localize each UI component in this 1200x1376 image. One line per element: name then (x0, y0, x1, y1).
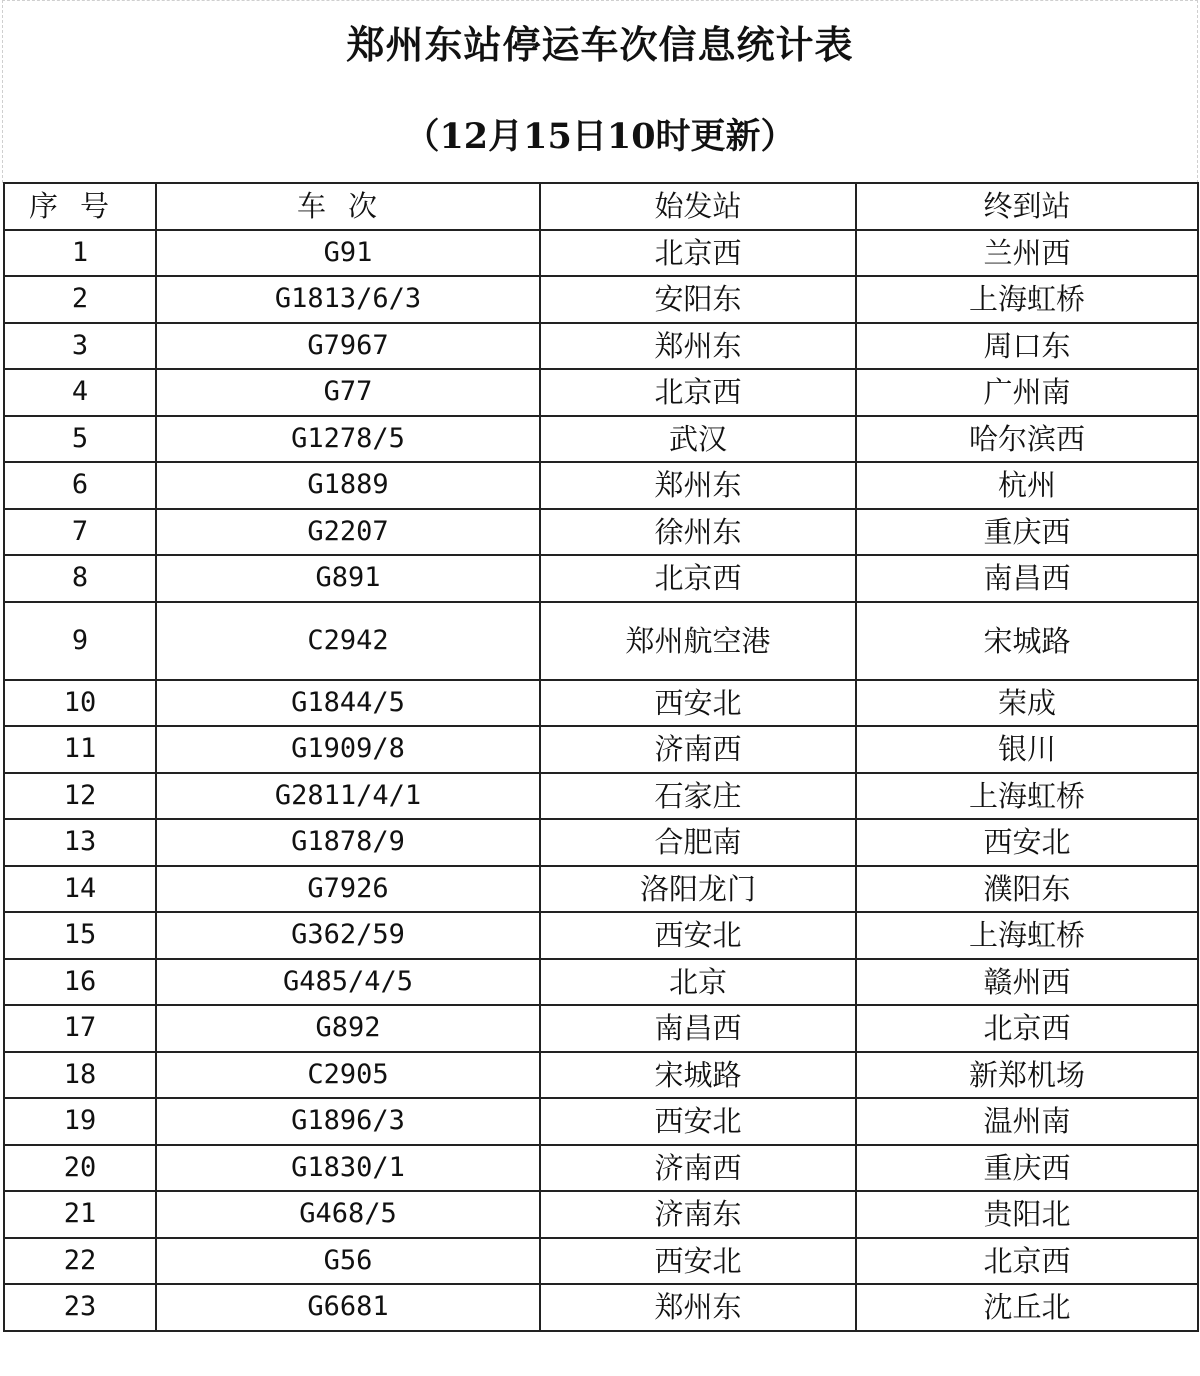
train-number-cell: G891 (156, 555, 540, 602)
page-title: 郑州东站停运车次信息统计表 (346, 22, 854, 67)
origin-station-cell: 洛阳龙门 (540, 866, 856, 913)
table-row (4, 602, 1198, 680)
destination-station-cell: 杭州 (856, 462, 1198, 509)
train-number-cell: G1878/9 (156, 819, 540, 866)
origin-station-cell: 郑州航空港 (540, 602, 856, 680)
origin-station-cell: 武汉 (540, 416, 856, 463)
seq-cell: 11 (4, 726, 156, 773)
table-row (4, 1052, 1198, 1099)
seq-cell: 7 (4, 509, 156, 556)
seq-cell: 23 (4, 1284, 156, 1331)
destination-station-cell: 新郑机场 (856, 1052, 1198, 1099)
origin-station-cell: 宋城路 (540, 1052, 856, 1099)
origin-station-cell: 郑州东 (540, 323, 856, 370)
destination-station-cell: 赣州西 (856, 959, 1198, 1006)
seq-cell: 9 (4, 602, 156, 680)
table-header-row (4, 183, 1198, 230)
train-number-cell: G2811/4/1 (156, 773, 540, 820)
destination-station-cell: 宋城路 (856, 602, 1198, 680)
seq-cell: 19 (4, 1098, 156, 1145)
table-row (4, 680, 1198, 727)
seq-cell: 18 (4, 1052, 156, 1099)
seq-cell: 6 (4, 462, 156, 509)
train-number-cell: G91 (156, 230, 540, 277)
origin-station-cell: 石家庄 (540, 773, 856, 820)
document-header (2, 0, 1198, 183)
train-number-cell: G1896/3 (156, 1098, 540, 1145)
table-row (4, 773, 1198, 820)
destination-station-cell: 广州南 (856, 369, 1198, 416)
origin-station-cell: 西安北 (540, 680, 856, 727)
origin-station-cell: 济南西 (540, 1145, 856, 1192)
destination-station-cell: 哈尔滨西 (856, 416, 1198, 463)
destination-station-cell: 周口东 (856, 323, 1198, 370)
table-row (4, 276, 1198, 323)
destination-station-cell: 北京西 (856, 1005, 1198, 1052)
table-row (4, 555, 1198, 602)
table-row (4, 1284, 1198, 1331)
seq-cell: 4 (4, 369, 156, 416)
origin-station-cell: 北京西 (540, 555, 856, 602)
origin-station-cell: 西安北 (540, 1098, 856, 1145)
train-number-cell: C2905 (156, 1052, 540, 1099)
train-number-cell: G77 (156, 369, 540, 416)
destination-station-cell: 重庆西 (856, 1145, 1198, 1192)
destination-station-cell: 上海虹桥 (856, 773, 1198, 820)
table-row (4, 230, 1198, 277)
seq-cell: 10 (4, 680, 156, 727)
train-number-cell: G7967 (156, 323, 540, 370)
origin-station-cell: 郑州东 (540, 462, 856, 509)
table-row (4, 1005, 1198, 1052)
destination-station-cell: 荣成 (856, 680, 1198, 727)
table-row (4, 369, 1198, 416)
seq-cell: 13 (4, 819, 156, 866)
train-number-cell: G468/5 (156, 1191, 540, 1238)
destination-station-cell: 上海虹桥 (856, 276, 1198, 323)
train-number-cell: G7926 (156, 866, 540, 913)
destination-station-cell: 银川 (856, 726, 1198, 773)
origin-station-cell: 济南西 (540, 726, 856, 773)
train-number-cell: G56 (156, 1238, 540, 1285)
seq-cell: 12 (4, 773, 156, 820)
train-number-cell: G1813/6/3 (156, 276, 540, 323)
table-row (4, 866, 1198, 913)
column-header-origin: 始发站 (540, 183, 856, 230)
origin-station-cell: 合肥南 (540, 819, 856, 866)
origin-station-cell: 北京 (540, 959, 856, 1006)
train-number-cell: G1278/5 (156, 416, 540, 463)
seq-cell: 8 (4, 555, 156, 602)
origin-station-cell: 南昌西 (540, 1005, 856, 1052)
table-row (4, 1098, 1198, 1145)
train-number-cell: G485/4/5 (156, 959, 540, 1006)
origin-station-cell: 济南东 (540, 1191, 856, 1238)
seq-cell: 1 (4, 230, 156, 277)
seq-cell: 17 (4, 1005, 156, 1052)
destination-station-cell: 重庆西 (856, 509, 1198, 556)
destination-station-cell: 贵阳北 (856, 1191, 1198, 1238)
destination-station-cell: 上海虹桥 (856, 912, 1198, 959)
update-time-subtitle: （12月15日10时更新） (404, 116, 796, 157)
table-row (4, 462, 1198, 509)
destination-station-cell: 沈丘北 (856, 1284, 1198, 1331)
table-row (4, 416, 1198, 463)
destination-station-cell: 北京西 (856, 1238, 1198, 1285)
destination-station-cell: 温州南 (856, 1098, 1198, 1145)
destination-station-cell: 西安北 (856, 819, 1198, 866)
train-number-cell: G892 (156, 1005, 540, 1052)
train-number-cell: G2207 (156, 509, 540, 556)
seq-cell: 3 (4, 323, 156, 370)
train-number-cell: C2942 (156, 602, 540, 680)
table-body (4, 230, 1198, 1331)
train-number-cell: G6681 (156, 1284, 540, 1331)
table-row (4, 819, 1198, 866)
origin-station-cell: 北京西 (540, 230, 856, 277)
seq-cell: 15 (4, 912, 156, 959)
seq-cell: 2 (4, 276, 156, 323)
table-row (4, 1145, 1198, 1192)
table-row (4, 1238, 1198, 1285)
table-row (4, 1191, 1198, 1238)
seq-cell: 14 (4, 866, 156, 913)
train-number-cell: G1830/1 (156, 1145, 540, 1192)
origin-station-cell: 西安北 (540, 912, 856, 959)
destination-station-cell: 濮阳东 (856, 866, 1198, 913)
origin-station-cell: 北京西 (540, 369, 856, 416)
train-number-cell: G362/59 (156, 912, 540, 959)
train-number-cell: G1844/5 (156, 680, 540, 727)
seq-cell: 21 (4, 1191, 156, 1238)
destination-station-cell: 南昌西 (856, 555, 1198, 602)
seq-cell: 20 (4, 1145, 156, 1192)
origin-station-cell: 徐州东 (540, 509, 856, 556)
destination-station-cell: 兰州西 (856, 230, 1198, 277)
table-row (4, 323, 1198, 370)
seq-cell: 5 (4, 416, 156, 463)
table-row (4, 509, 1198, 556)
train-number-cell: G1909/8 (156, 726, 540, 773)
origin-station-cell: 郑州东 (540, 1284, 856, 1331)
origin-station-cell: 安阳东 (540, 276, 856, 323)
table-row (4, 959, 1198, 1006)
train-number-cell: G1889 (156, 462, 540, 509)
suspended-trains-table (3, 182, 1199, 1332)
column-header-seq: 序号 (4, 183, 156, 230)
seq-cell: 22 (4, 1238, 156, 1285)
column-header-train: 车次 (156, 183, 540, 230)
table-row (4, 726, 1198, 773)
column-header-destination: 终到站 (856, 183, 1198, 230)
seq-cell: 16 (4, 959, 156, 1006)
table-row (4, 912, 1198, 959)
origin-station-cell: 西安北 (540, 1238, 856, 1285)
